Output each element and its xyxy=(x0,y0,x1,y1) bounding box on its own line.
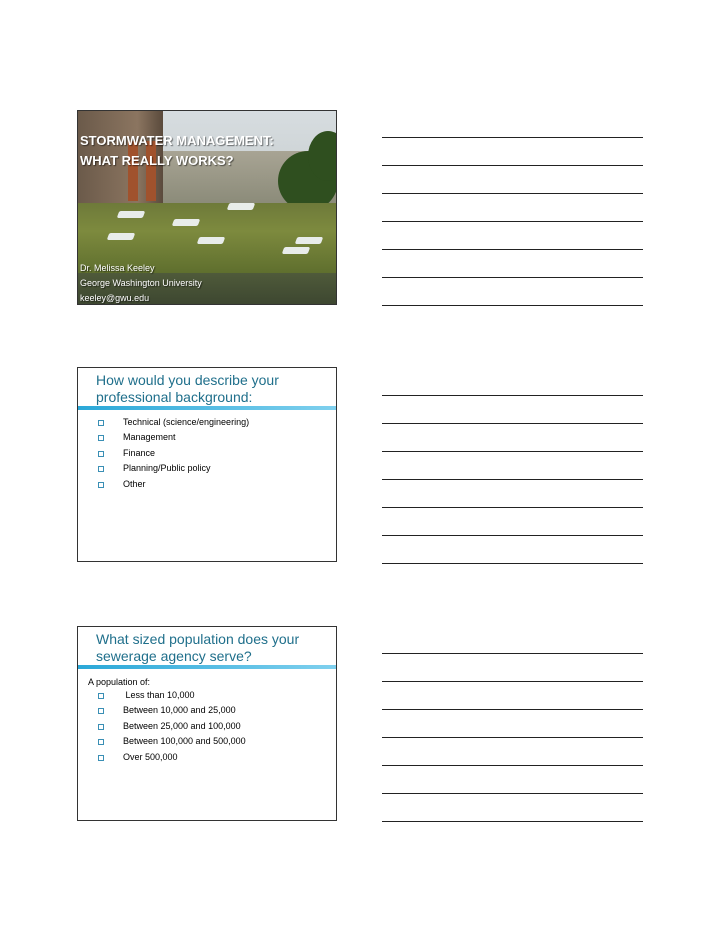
list-item: Finance xyxy=(98,446,249,461)
list-item: Over 500,000 xyxy=(98,750,246,765)
title-accent-bar xyxy=(78,665,336,669)
note-line xyxy=(382,193,643,194)
slide-1 xyxy=(77,110,337,305)
note-line xyxy=(382,137,643,138)
checkbox-icon xyxy=(98,693,104,699)
author-affiliation: George Washington University xyxy=(80,278,202,288)
note-line xyxy=(382,793,643,794)
slide-title: How would you describe your professional background: xyxy=(96,372,279,405)
note-line xyxy=(382,451,643,452)
note-line xyxy=(382,653,643,654)
slide-title: What sized population does your sewerage agency serve? xyxy=(96,631,300,664)
note-line xyxy=(382,765,643,766)
checkbox-icon xyxy=(98,708,104,714)
checkbox-icon xyxy=(98,420,104,426)
note-line xyxy=(382,479,643,480)
list-item: Between 25,000 and 100,000 xyxy=(98,719,246,734)
note-line xyxy=(382,507,643,508)
list-item: Management xyxy=(98,430,249,445)
checkbox-icon xyxy=(98,451,104,457)
checkbox-icon xyxy=(98,466,104,472)
title-accent-bar xyxy=(78,406,336,410)
note-line xyxy=(382,709,643,710)
slide-3 xyxy=(77,626,337,821)
list-intro: A population of: xyxy=(88,677,151,687)
note-line xyxy=(382,221,643,222)
note-line xyxy=(382,563,643,564)
author-block xyxy=(80,261,202,305)
note-line xyxy=(382,821,643,822)
list-item: Less than 10,000 xyxy=(98,688,246,703)
checkbox-icon xyxy=(98,739,104,745)
list-item: Between 100,000 and 500,000 xyxy=(98,734,246,749)
checkbox-icon xyxy=(98,482,104,488)
option-list xyxy=(98,688,246,765)
note-line xyxy=(382,423,643,424)
note-line xyxy=(382,681,643,682)
list-item: Technical (science/engineering) xyxy=(98,415,249,430)
note-line xyxy=(382,737,643,738)
author-name: Dr. Melissa Keeley xyxy=(80,263,155,273)
option-list xyxy=(98,415,249,492)
checkbox-icon xyxy=(98,435,104,441)
list-item: Between 10,000 and 25,000 xyxy=(98,703,246,718)
slide-title xyxy=(80,131,274,171)
author-email: keeley@gwu.edu xyxy=(80,293,150,303)
note-line xyxy=(382,249,643,250)
note-line xyxy=(382,395,643,396)
slide-2 xyxy=(77,367,337,562)
title-line-1: STORMWATER MANAGEMENT: xyxy=(80,133,274,148)
list-item: Other xyxy=(98,477,249,492)
note-line xyxy=(382,165,643,166)
list-item: Planning/Public policy xyxy=(98,461,249,476)
note-line xyxy=(382,277,643,278)
checkbox-icon xyxy=(98,724,104,730)
title-line-2: WHAT REALLY WORKS? xyxy=(80,153,234,168)
note-line xyxy=(382,305,643,306)
checkbox-icon xyxy=(98,755,104,761)
note-line xyxy=(382,535,643,536)
